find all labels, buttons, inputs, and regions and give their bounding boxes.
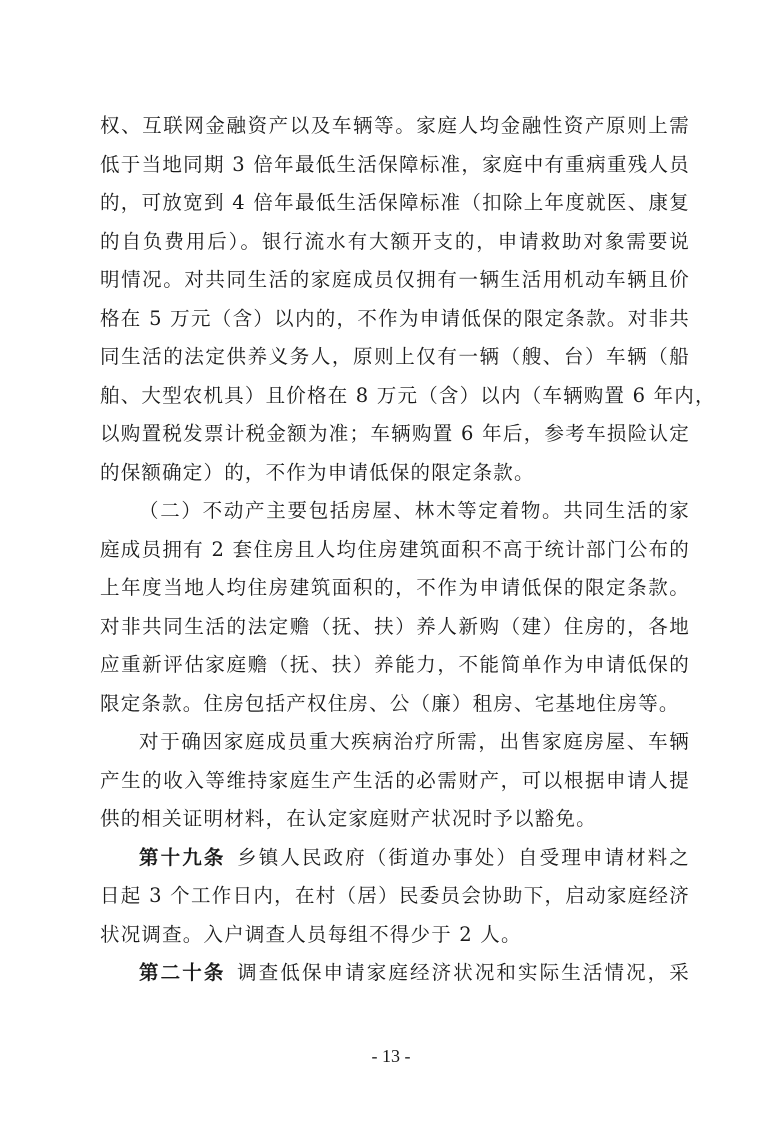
article-number: 第十九条 bbox=[139, 845, 226, 869]
line-text: 的自负费用后）。银行流水有大额开支的，申请救助对象需要说 bbox=[100, 229, 690, 253]
text-line bbox=[100, 300, 690, 339]
line-text: 限定条款。住房包括产权住房、公（廉）租房、宅基地住房等。 bbox=[100, 691, 680, 715]
text-line bbox=[100, 107, 690, 146]
text-line bbox=[100, 223, 690, 262]
line-text: 同生活的法定供养义务人，原则上仅有一辆（艘、台）车辆（船 bbox=[100, 345, 690, 368]
line-text: 低于当地同期 3 倍年最低生活保障标准，家庭中有重病重残人员 bbox=[100, 152, 690, 176]
text-line bbox=[100, 877, 690, 916]
text-line bbox=[100, 646, 690, 685]
line-text: 明情况。对共同生活的家庭成员仅拥有一辆生活用机动车辆且价 bbox=[100, 268, 690, 291]
paragraph bbox=[100, 954, 690, 993]
document-body bbox=[100, 107, 716, 993]
paragraph bbox=[100, 839, 690, 955]
text-line bbox=[100, 492, 690, 531]
text-line bbox=[100, 954, 690, 993]
text-line bbox=[100, 338, 690, 377]
text-line bbox=[100, 569, 690, 608]
line-text: 供的相关证明材料，在认定家庭财产状况时予以豁免。 bbox=[100, 807, 597, 830]
text-line bbox=[100, 839, 690, 878]
line-text: 日起 3 个工作日内，在村（居）民委员会协助下，启动家庭经济 bbox=[100, 884, 690, 907]
text-line bbox=[100, 685, 690, 724]
line-text: 产生的收入等维持家庭生产生活的必需财产，可以根据申请人提 bbox=[100, 768, 690, 792]
text-line bbox=[100, 762, 690, 801]
text-line bbox=[100, 415, 690, 454]
line-text: 调查低保申请家庭经济状况和实际生活情况，采 bbox=[237, 961, 690, 984]
text-line bbox=[100, 454, 690, 493]
article-number: 第二十条 bbox=[139, 961, 226, 984]
text-line bbox=[100, 184, 690, 223]
line-text: 的保额确定）的，不作为申请低保的限定条款。 bbox=[100, 460, 535, 484]
paragraph bbox=[100, 107, 716, 492]
line-text: 格在 5 万元（含）以内的，不作为申请低保的限定条款。对非共 bbox=[100, 306, 690, 330]
line-text: 状况调查。入户调查人员每组不得少于 2 人。 bbox=[100, 922, 522, 946]
line-text: 以购置税发票计税金额为准；车辆购置 6 年后，参考车损险认定 bbox=[100, 422, 690, 445]
page-number: - 13 - bbox=[371, 1046, 411, 1066]
line-text: 舶、大型农机具）且价格在 8 万元（含）以内（车辆购置 6 年内， bbox=[100, 383, 716, 407]
text-line bbox=[100, 261, 690, 300]
paragraph bbox=[100, 492, 690, 723]
line-text: 上年度当地人均住房建筑面积的，不作为申请低保的限定条款。 bbox=[100, 576, 690, 599]
paragraph bbox=[100, 723, 690, 839]
text-line bbox=[100, 531, 690, 570]
text-line bbox=[100, 608, 690, 647]
line-text: （二）不动产主要包括房屋、林木等定着物。共同生活的家 bbox=[139, 499, 690, 522]
text-line bbox=[100, 916, 690, 955]
text-line bbox=[100, 377, 716, 416]
text-line bbox=[100, 723, 690, 762]
line-text: 的，可放宽到 4 倍年最低生活保障标准（扣除上年度就医、康复 bbox=[100, 191, 690, 214]
text-line bbox=[100, 146, 690, 185]
line-text: 权、互联网金融资产以及车辆等。家庭人均金融性资产原则上需 bbox=[100, 114, 690, 137]
line-text: 乡镇人民政府（街道办事处）自受理申请材料之 bbox=[237, 845, 690, 869]
line-text: 对于确因家庭成员重大疾病治疗所需，出售家庭房屋、车辆 bbox=[139, 730, 690, 753]
line-text: 应重新评估家庭赡（抚、扶）养能力，不能简单作为申请低保的 bbox=[100, 653, 690, 676]
text-line bbox=[100, 800, 690, 839]
line-text: 对非共同生活的法定赡（抚、扶）养人新购（建）住房的，各地 bbox=[100, 614, 690, 638]
line-text: 庭成员拥有 2 套住房且人均住房建筑面积不高于统计部门公布的 bbox=[100, 537, 690, 561]
